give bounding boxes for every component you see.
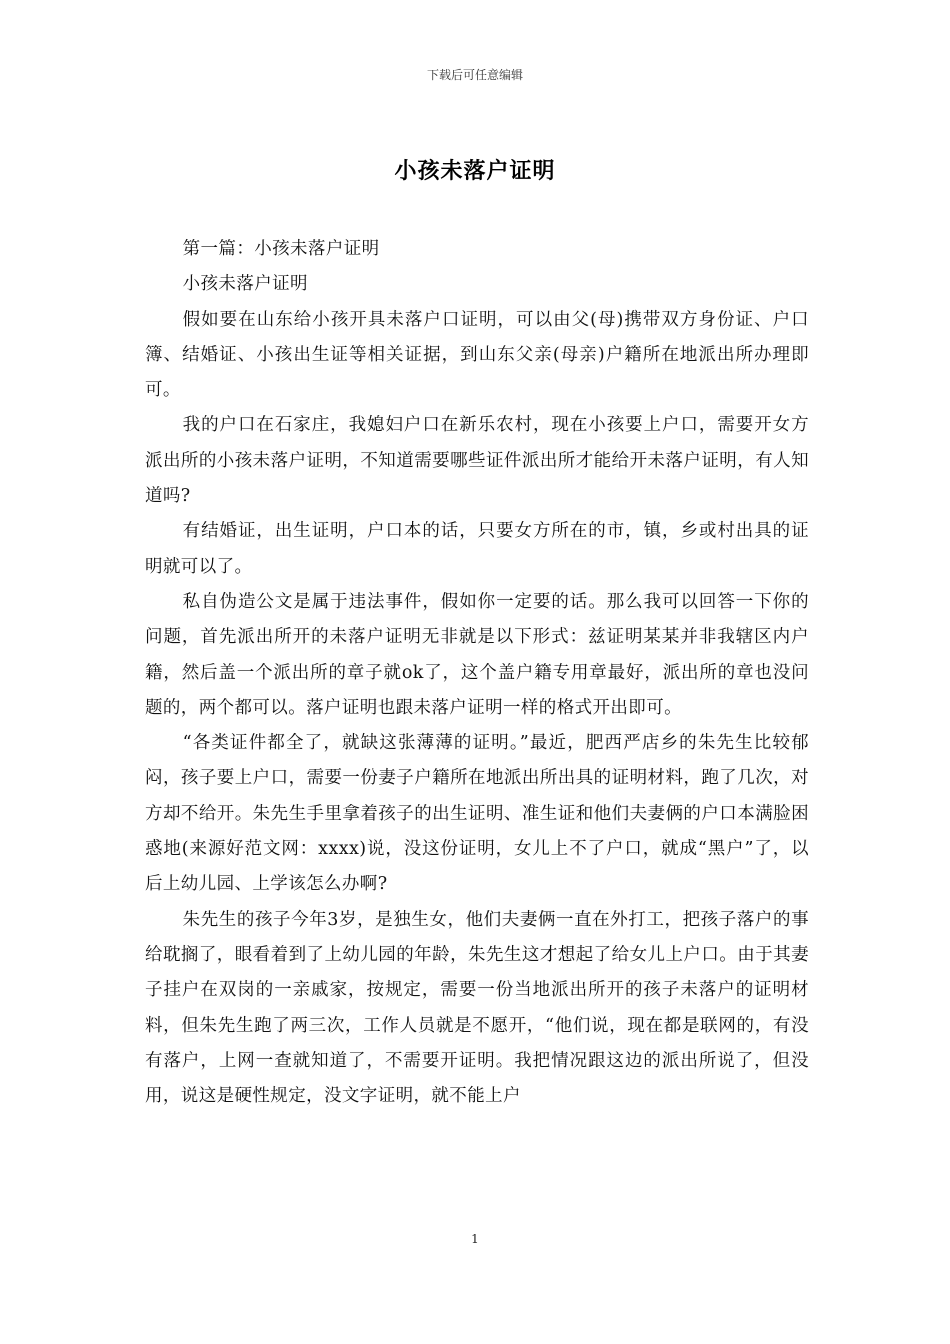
paragraph: 第一篇：小孩未落户证明 bbox=[182, 239, 380, 259]
paragraph: 朱先生的孩子今年3岁，是独生女，他们夫妻俩一直在外打工，把孩子落户的事给耽搁了，眼看着到了上幼儿园的年龄，朱先生这才想起了给女儿上户口。由于其妻子挂户在双岗的一亲戚家，按规定，需要一份当地派出所开的孩子未落户的证明材料，但朱先生跑了两三次，工作人员就是不愿开，“他们说，现在都是联网的，有没有落户，上网一查就知道了，不需要开证明。我把情况跟这边的派出所说了，但没用，说这是硬性规定，没文字证明，就不能上户 bbox=[145, 909, 809, 1107]
document-title: 小孩未落户证明 bbox=[394, 158, 556, 184]
paragraph: 我的户口在石家庄，我媳妇户口在新乐农村，现在小孩要上户口，需要开女方派出所的小孩未落户证明，不知道需要哪些证件派出所才能给开未落户证明，有人知道吗? bbox=[145, 415, 809, 507]
paragraph: 私自伪造公文是属于违法事件，假如你一定要的话。那么我可以回答一下你的问题，首先派出所开的未落户证明无非就是以下形式：兹证明某某并非我辖区内户籍，然后盖一个派出所的章子就ok了，这个盖户籍专用章最好，派出所的章也没问题的，两个都可以。落户证明也跟未落户证明一样的格式开出即可。 bbox=[145, 591, 809, 718]
paragraph: “各类证件都全了，就缺这张薄薄的证明。”最近，肥西严店乡的朱先生比较郁闷，孩子要上户口，需要一份妻子户籍所在地派出所出具的证明材料，跑了几次，对方却不给开。朱先生手里拿着孩子的出生证明、准生证和他们夫妻俩的户口本满脸困惑地(来源好范文网：xxxx)说，没这份证明，女儿上不了户口，就成“黑户”了，以后上幼儿园、上学该怎么办啊? bbox=[145, 733, 809, 895]
paragraph: 小孩未落户证明 bbox=[182, 274, 308, 295]
paragraph: 假如要在山东给小孩开具未落户口证明，可以由父(母)携带双方身份证、户口簿、结婚证、小孩出生证等相关证据，到山东父亲(母亲)户籍所在地派出所办理即可。 bbox=[145, 309, 809, 401]
document-body bbox=[145, 232, 809, 1114]
page-number: 1 bbox=[471, 1232, 479, 1246]
header-note: 下载后可任意编辑 bbox=[426, 68, 523, 82]
paragraph: 有结婚证，出生证明，户口本的话，只要女方所在的市，镇，乡或村出具的证明就可以了。 bbox=[145, 521, 809, 577]
